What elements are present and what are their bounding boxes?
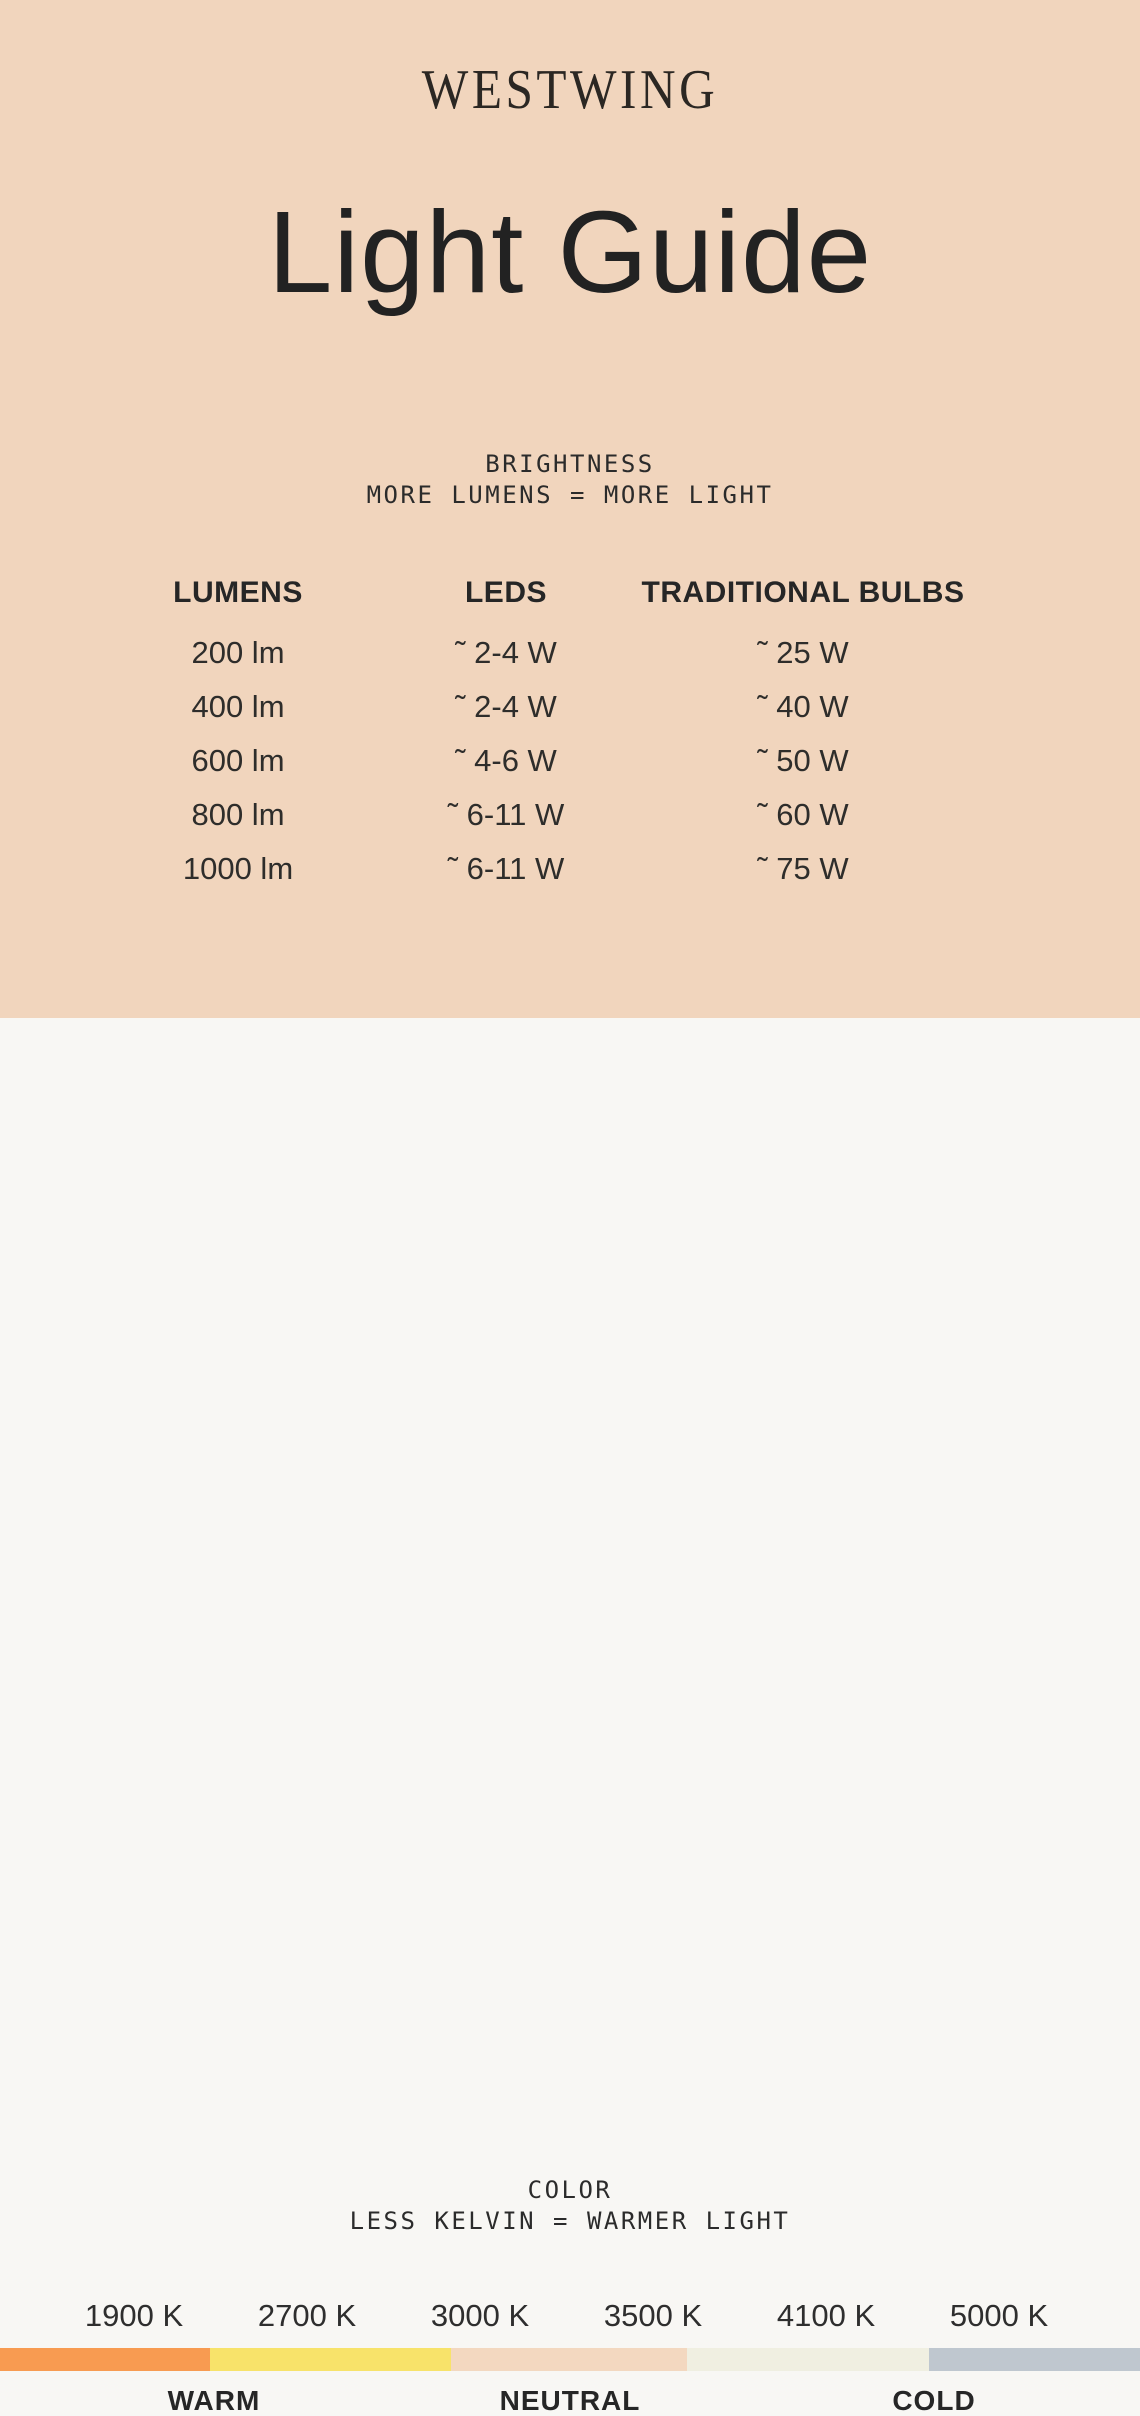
leds-column [448, 576, 565, 896]
leds-value: ˜ 6-11 W [447, 797, 565, 832]
lumens-value: 1000 lm [182, 851, 294, 886]
brightness-heading: BRIGHTNESS [485, 450, 655, 478]
leds-value: ˜ 6-11 W [447, 851, 565, 886]
scale-segment-neutral-peach [451, 2348, 687, 2371]
traditional-bulbs-values [642, 626, 965, 896]
bulbs-value: ˜ 25 W [757, 635, 849, 670]
color-temperature-section [0, 1018, 1140, 2416]
lumens-column [173, 576, 303, 896]
bulbs-value: ˜ 75 W [757, 851, 849, 886]
lumens-value: 600 lm [191, 743, 285, 778]
kelvin-label-5000: 5000 K [949, 2298, 1049, 2333]
scale-segment-warm-orange [0, 2348, 210, 2371]
bulbs-value: ˜ 40 W [757, 689, 849, 724]
scale-segment-cold-gray-blue [929, 2348, 1140, 2371]
lumens-value: 400 lm [191, 689, 285, 724]
kelvin-label-3500: 3500 K [603, 2298, 703, 2333]
column-header-leds: LEDS [464, 576, 547, 609]
brightness-section [0, 0, 1140, 1018]
color-subheading: LESS KELVIN = WARMER LIGHT [349, 2207, 791, 2235]
kelvin-color-scale [0, 2348, 1140, 2371]
kelvin-label-4100: 4100 K [776, 2298, 876, 2333]
column-header-lumens: LUMENS [173, 576, 303, 609]
zone-label-cold: COLD [892, 2385, 976, 2416]
leds-value: ˜ 2-4 W [455, 689, 557, 724]
color-heading-block [0, 2175, 1140, 2237]
zone-label-warm: WARM [167, 2385, 261, 2416]
page-title: Light Guide [267, 187, 873, 317]
scale-segment-neutral-cream [687, 2348, 929, 2371]
bulbs-value: ˜ 60 W [757, 797, 849, 832]
kelvin-label-3000: 3000 K [430, 2298, 530, 2333]
kelvin-label-1900: 1900 K [84, 2298, 184, 2333]
column-header-traditional-bulbs: TRADITIONAL BULBS [641, 576, 965, 609]
brightness-heading-block [0, 449, 1140, 511]
brand-logo: WESTWING [421, 59, 719, 121]
zone-label-neutral: NEUTRAL [499, 2385, 641, 2416]
color-heading: COLOR [527, 2176, 613, 2204]
leds-values [448, 626, 565, 896]
lumens-values [173, 626, 303, 896]
lumens-value: 800 lm [191, 797, 285, 832]
leds-value: ˜ 2-4 W [455, 635, 557, 670]
leds-value: ˜ 4-6 W [455, 743, 557, 778]
lumens-value: 200 lm [191, 635, 285, 670]
traditional-bulbs-column [642, 576, 965, 896]
scale-segment-warm-yellow [210, 2348, 451, 2371]
brightness-subheading: MORE LUMENS = MORE LIGHT [366, 481, 774, 509]
kelvin-label-2700: 2700 K [257, 2298, 357, 2333]
bulbs-value: ˜ 50 W [757, 743, 849, 778]
